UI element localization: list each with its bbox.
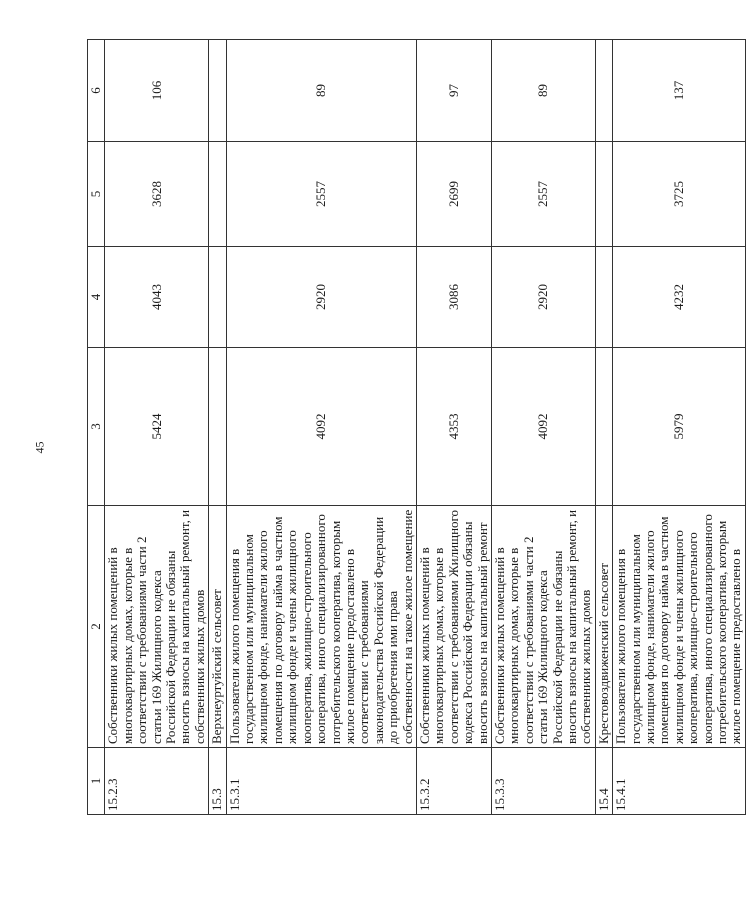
page-number: 45 <box>32 441 47 454</box>
header-cell-3: 3 <box>88 348 105 506</box>
row-value-col5: 3725 <box>613 142 746 247</box>
header-cell-5: 5 <box>88 142 105 247</box>
row-value-col6 <box>209 40 226 142</box>
row-value-col3: 5424 <box>105 348 209 506</box>
row-value-col4: 3086 <box>416 247 491 348</box>
row-value-col6: 89 <box>491 40 595 142</box>
row-value-col3 <box>595 348 612 506</box>
header-cell-6: 6 <box>88 40 105 142</box>
row-description: Верхнеуртуйский сельсовет <box>209 506 226 748</box>
row-code: 15.4 <box>595 748 612 815</box>
row-value-col5: 2699 <box>416 142 491 247</box>
row-value-col4: 2920 <box>226 247 416 348</box>
row-value-col6 <box>595 40 612 142</box>
rotated-table-container <box>87 40 744 815</box>
header-cell-1: 1 <box>88 748 105 815</box>
row-description: Пользователи жилого помещения в государственном или муниципальном жилищном фонде, наниматели жилого помещения по договору найма в частном жилищном фонде и члены жилищного кооператива, жилищно-строительного кооператива, иного специализированного потребительского кооператива, которым жилое помещение предоставлено в <box>613 506 746 748</box>
row-value-col4 <box>209 247 226 348</box>
table-row <box>416 40 491 815</box>
row-value-col6: 89 <box>226 40 416 142</box>
row-value-col4: 4043 <box>105 247 209 348</box>
row-description: Собственники жилых помещений в многоквартирных домах, которые в соответствии с требованиями части 2 статьи 169 Жилищного кодекса Российской Федерации не обязаны вносить взносы на капитальный ремонт, и собственники жилых домов <box>491 506 595 748</box>
table-row <box>209 40 226 815</box>
row-value-col3: 4353 <box>416 348 491 506</box>
tariff-table <box>87 39 746 815</box>
table-row <box>105 40 209 815</box>
row-value-col6: 137 <box>613 40 746 142</box>
row-description: Пользователи жилого помещения в государственном или муниципальном жилищном фонде, наниматели жилого помещения по договору найма в частном жилищном фонде и члены жилищного кооператива, жилищно-строительного кооператива, иного специализированного потребительского кооператива, которым жилое помещение предоставлено в соответствии с требованиями законодательства Российской Федерации до приобретения ими права собственности на такое жилое помещение <box>226 506 416 748</box>
table-row <box>613 40 746 815</box>
row-code: 15.3.2 <box>416 748 491 815</box>
table-row <box>226 40 416 815</box>
row-value-col4: 4232 <box>613 247 746 348</box>
row-value-col5 <box>209 142 226 247</box>
row-value-col5: 3628 <box>105 142 209 247</box>
table-header-row <box>88 40 105 815</box>
row-value-col3 <box>209 348 226 506</box>
row-code: 15.3.1 <box>226 748 416 815</box>
row-value-col5: 2557 <box>226 142 416 247</box>
row-value-col4 <box>595 247 612 348</box>
header-cell-2: 2 <box>88 506 105 748</box>
header-cell-4: 4 <box>88 247 105 348</box>
row-value-col3: 5979 <box>613 348 746 506</box>
row-value-col4: 2920 <box>491 247 595 348</box>
row-code: 15.3.3 <box>491 748 595 815</box>
row-description: Крестовоздвиженский сельсовет <box>595 506 612 748</box>
row-code: 15.4.1 <box>613 748 746 815</box>
row-value-col3: 4092 <box>226 348 416 506</box>
row-value-col3: 4092 <box>491 348 595 506</box>
row-value-col6: 106 <box>105 40 209 142</box>
row-value-col6: 97 <box>416 40 491 142</box>
table-row <box>491 40 595 815</box>
table-row <box>595 40 612 815</box>
row-code: 15.3 <box>209 748 226 815</box>
row-description: Собственники жилых помещений в многоквартирных домах, которые в соответствии с требованиями части 2 статьи 169 Жилищного кодекса Российской Федерации не обязаны вносить взносы на капитальный ремонт, и собственники жилых домов <box>105 506 209 748</box>
row-code: 15.2.3 <box>105 748 209 815</box>
row-description: Собственники жилых помещений в многоквартирных домах, которые в соответствии с требованиями Жилищного кодекса Российской Федерации обязаны вносить взносы на капитальный ремонт <box>416 506 491 748</box>
row-value-col5 <box>595 142 612 247</box>
row-value-col5: 2557 <box>491 142 595 247</box>
